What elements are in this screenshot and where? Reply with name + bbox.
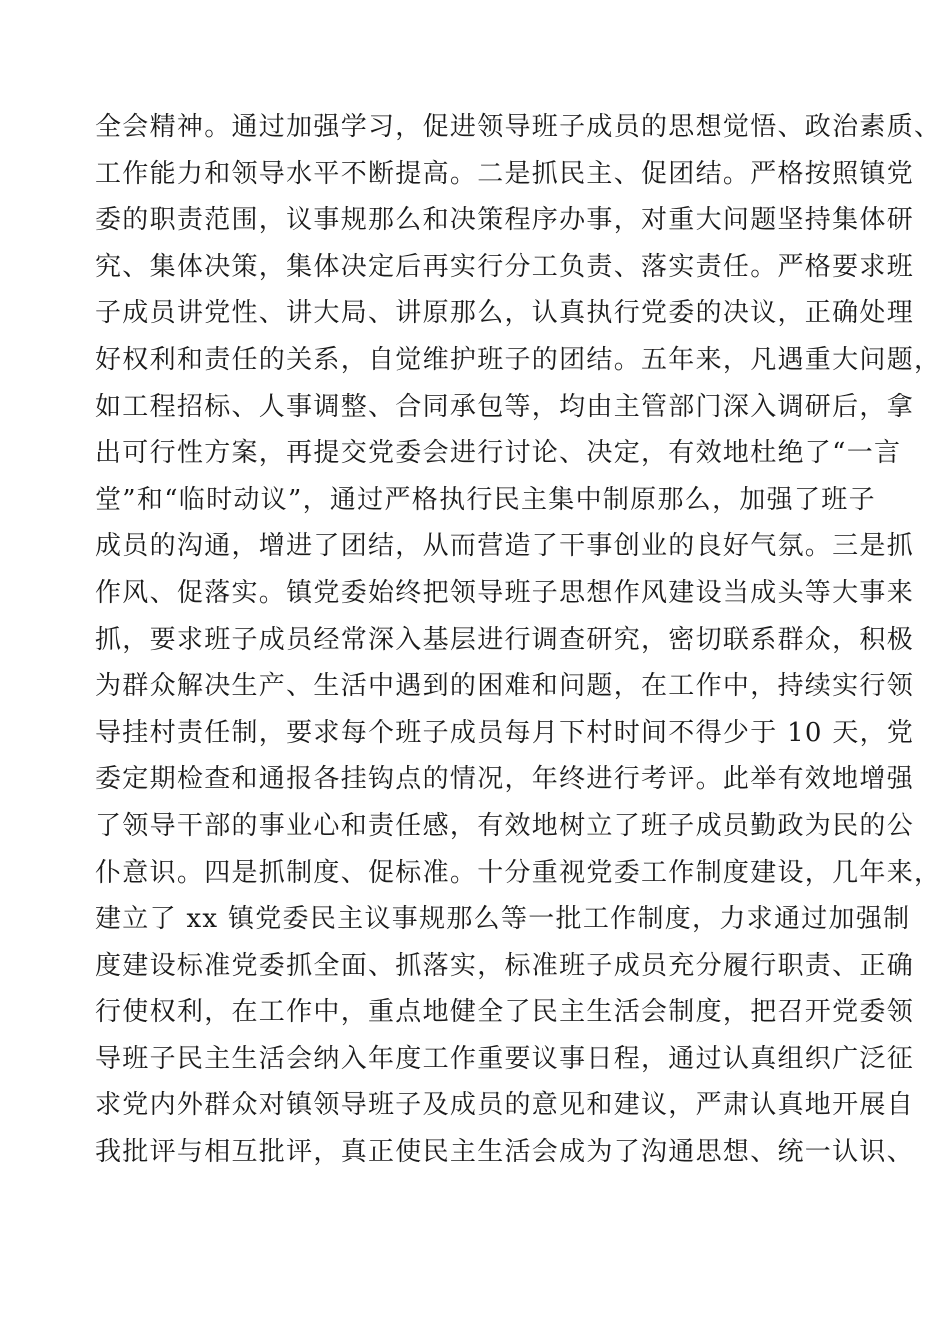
text-line-6: 好权利和责任的关系，自觉维护班子的团结。五年来，凡遇重大问题， xyxy=(95,344,942,375)
text-line-23: 我批评与相互批评，真正使民主生活会成为了沟通思想、统一认识、 xyxy=(95,1137,915,1168)
text-line-18: 建立了 xx 镇党委民主议事规那么等一批工作制度，力求通过加强制 xyxy=(95,904,911,935)
text-line-19: 度建设标准党委抓全面、抓落实，标准班子成员充分履行职责、正确 xyxy=(95,950,915,981)
text-line-21: 导班子民主生活会纳入年度工作重要议事日程，通过认真组织广泛征 xyxy=(95,1043,915,1074)
text-line-7: 如工程招标、人事调整、合同承包等，均由主管部门深入调研后，拿 xyxy=(95,391,915,422)
text-line-17: 仆意识。四是抓制度、促标准。十分重视党委工作制度建设，几年来， xyxy=(95,857,942,888)
text-line-14: 导挂村责任制，要求每个班子成员每月下村时间不得少于 10 天，党 xyxy=(95,717,915,748)
text-line-16: 了领导干部的事业心和责任感，有效地树立了班子成员勤政为民的公 xyxy=(95,810,915,841)
text-line-15: 委定期检查和通报各挂钩点的情况，年终进行考评。此举有效地增强 xyxy=(95,764,915,795)
text-line-2: 工作能力和领导水平不断提高。二是抓民主、促团结。严格按照镇党 xyxy=(95,158,915,189)
text-line-22: 求党内外群众对镇领导班子及成员的意见和建议，严肃认真地开展自 xyxy=(95,1090,915,1121)
text-line-3: 委的职责范围，议事规那么和决策程序办事，对重大问题坚持集体研 xyxy=(95,205,915,236)
text-line-1: 全会精神。通过加强学习，促进领导班子成员的思想觉悟、政治素质、 xyxy=(95,112,942,142)
text-line-20: 行使权利，在工作中，重点地健全了民主生活会制度，把召开党委领 xyxy=(95,997,915,1028)
text-line-13: 为群众解决生产、生活中遇到的困难和问题，在工作中，持续实行领 xyxy=(95,671,915,702)
text-line-4: 究、集体决策，集体决定后再实行分工负责、落实责任。严格要求班 xyxy=(95,251,915,282)
document-body xyxy=(95,104,942,1176)
text-line-9: 堂”和“临时动议”，通过严格执行民主集中制原那么，加强了班子 xyxy=(95,484,876,515)
text-line-8: 出可行性方案，再提交党委会进行讨论、决定，有效地杜绝了“一言 xyxy=(95,438,902,469)
text-line-12: 抓，要求班子成员经常深入基层进行调查研究，密切联系群众，积极 xyxy=(95,624,915,655)
text-line-10: 成员的沟通，增进了团结，从而营造了干事创业的良好气氛。三是抓 xyxy=(95,531,915,562)
text-line-5: 子成员讲党性、讲大局、讲原那么，认真执行党委的决议，正确处理 xyxy=(95,298,915,329)
text-line-11: 作风、促落实。镇党委始终把领导班子思想作风建设当成头等大事来 xyxy=(95,577,915,608)
